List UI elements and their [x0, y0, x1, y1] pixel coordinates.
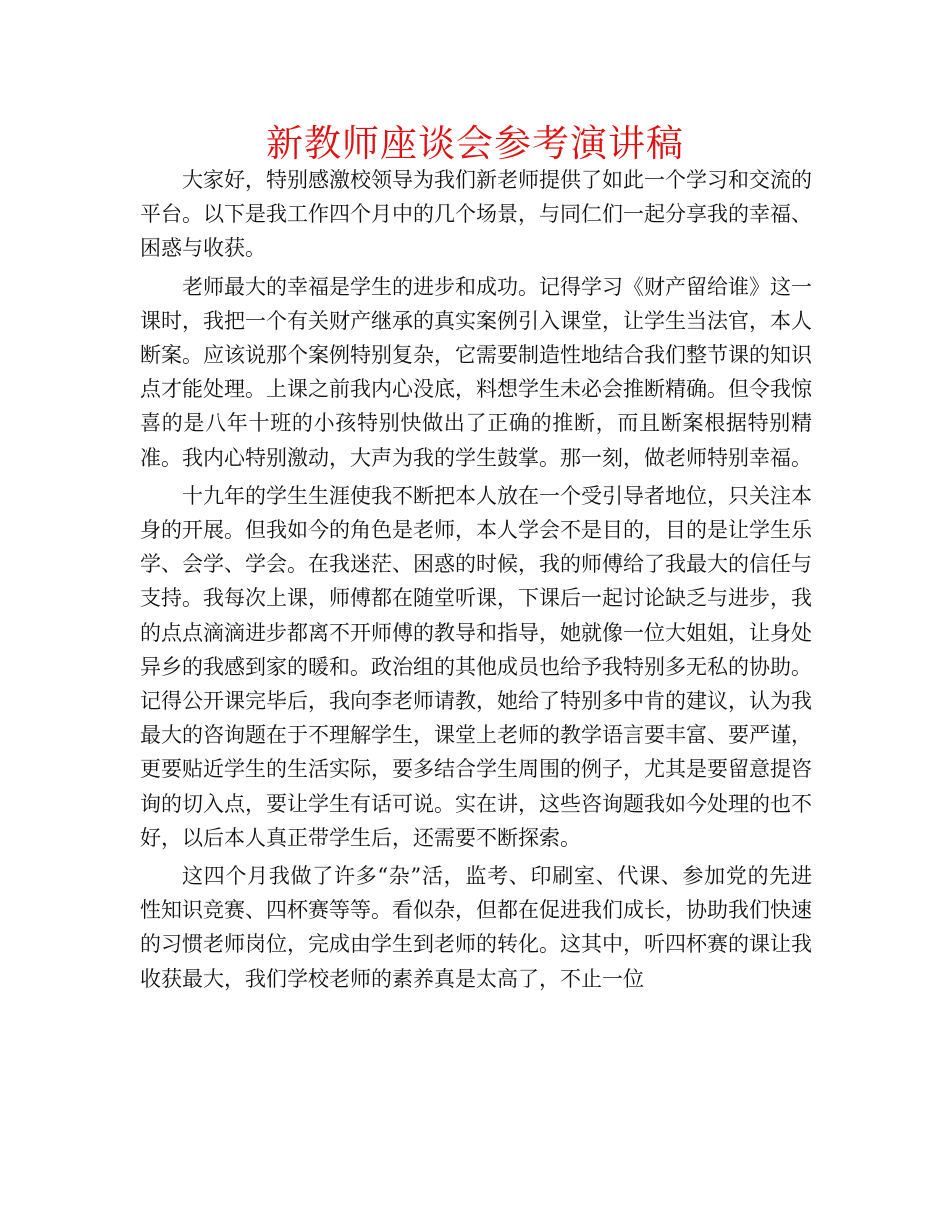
document-body — [140, 163, 812, 1000]
paragraph-miscellaneous-work: 这四个月我做了许多“杂”活，监考、印刷室、代课、参加党的先进性知识竞赛、四杯赛等等。看似杂，但都在促进我们成长，协助我们快速的习惯老师岗位，完成由学生到老师的转化。这其中，听四杯赛的课让我收获最大，我们学校老师的素养真是太高了，不止一位 — [140, 864, 812, 991]
paragraph-happiness: 老师最大的幸福是学生的进步和成功。记得学习《财产留给谁》这一课时，我把一个有关财产继承的真实案例引入课堂，让学生当法官，本人断案。应该说那个案例特别复杂，它需要制造性地结合我们整节课的知识点才能处理。上课之前我内心没底，料想学生未必会推断精确。但令我惊喜的是八年十班的小孩特别快做出了正确的推断，而且断案根据特别精准。我内心特别激动，大声为我的学生鼓掌。那一刻，做老师特别幸福。 — [140, 274, 812, 470]
document-title: 新教师座谈会参考演讲稿 — [266, 122, 684, 165]
paragraph-role-change: 十九年的学生生涯使我不断把本人放在一个受引导者地位，只关注本身的开展。但我如今的角色是老师，本人学会不是目的，目的是让学生乐学、会学、学会。在我迷茫、困惑的时候，我的师傅给了我最大的信任与支持。我每次上课，师傅都在随堂听课，下课后一起讨论缺乏与进步，我的点点滴滴进步都离不开师傅的教导和指导，她就像一位大姐姐，让身处异乡的我感到家的暖和。政治组的其他成员也给予我特别多无私的协助。记得公开课完毕后，我向李老师请教，她给了特别多中肯的建议，认为我最大的咨询题在于不理解学生，课堂上老师的教学语言要丰富、要严谨，更要贴近学生的生活实际，要多结合学生周围的例子，尤其是要留意提咨询的切入点，要让学生有话可说。实在讲，这些咨询题我如今处理的也不好，以后本人真正带学生后，还需要不断探索。 — [140, 483, 812, 850]
paragraph-greeting: 大家好，特别感激校领导为我们新老师提供了如此一个学习和交流的平台。以下是我工作四个月中的几个场景，与同仁们一起分享我的幸福、困惑与收获。 — [140, 168, 812, 261]
